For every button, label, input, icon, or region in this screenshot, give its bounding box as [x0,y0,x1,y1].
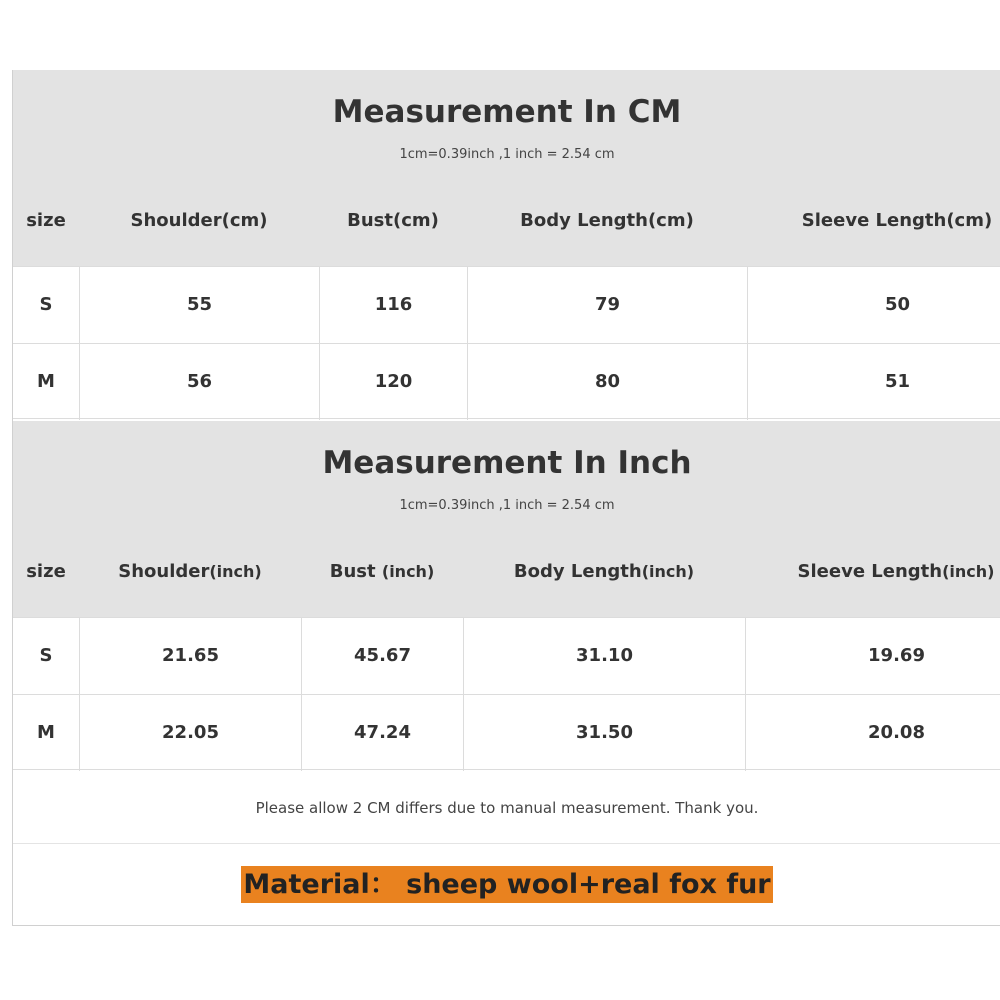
inch-body-length-cell: 31.10 [463,618,745,694]
cm-sleeve-length-cell: 50 [747,267,1000,343]
cm-header-size: size [26,210,66,231]
inch-header-body-length: Body Length(inch) [513,561,695,582]
material-row [13,844,1000,926]
cm-shoulder-cell: 56 [79,344,319,420]
cm-body-length-cell: 80 [467,344,747,420]
inch-shoulder-cell: 21.65 [79,618,301,694]
inch-table-title: Measurement In Inch [322,445,692,481]
cm-header-shoulder: Shoulder(cm) [130,210,268,231]
cm-header-bust: Bust(cm) [347,210,439,231]
inch-measurement-table [13,421,1000,771]
cm-shoulder-cell: 55 [79,267,319,343]
cm-table-header [13,70,1000,266]
cm-conversion-note: 1cm=0.39inch ,1 inch = 2.54 cm [399,147,615,162]
measurement-note: Please allow 2 CM differs due to manual measurement. Thank you. [13,772,1000,844]
inch-size-cell: S [39,645,53,666]
inch-sleeve-length-cell: 19.69 [745,618,1000,694]
cm-size-cell: S [39,294,53,315]
cm-table-title: Measurement In CM [332,94,682,130]
inch-header-sleeve-length: Sleeve Length(inch) [797,561,995,582]
inch-size-cell: M [37,722,55,743]
inch-bust-cell: 47.24 [301,695,463,771]
inch-header-bust: Bust (inch) [329,561,435,582]
cm-measurement-table [13,70,1000,420]
inch-header-shoulder: Shoulder(inch) [118,561,262,582]
cm-header-body-length: Body Length(cm) [520,210,694,231]
inch-shoulder-cell: 22.05 [79,695,301,771]
inch-header-size: size [26,561,66,582]
table-row [13,266,1000,342]
table-row [13,617,1000,693]
inch-conversion-note: 1cm=0.39inch ,1 inch = 2.54 cm [399,498,615,513]
cm-header-sleeve-length: Sleeve Length(cm) [801,210,993,231]
cm-body-length-cell: 79 [467,267,747,343]
inch-bust-cell: 45.67 [301,618,463,694]
inch-sleeve-length-cell: 20.08 [745,695,1000,771]
material-label: Material： sheep wool+real fox fur [241,866,772,903]
cm-size-cell: M [37,371,55,392]
inch-body-length-cell: 31.50 [463,695,745,771]
size-chart [12,70,1000,926]
table-row [13,343,1000,419]
table-row [13,694,1000,770]
inch-table-header [13,421,1000,617]
cm-bust-cell: 120 [319,344,467,420]
cm-bust-cell: 116 [319,267,467,343]
cm-sleeve-length-cell: 51 [747,344,1000,420]
